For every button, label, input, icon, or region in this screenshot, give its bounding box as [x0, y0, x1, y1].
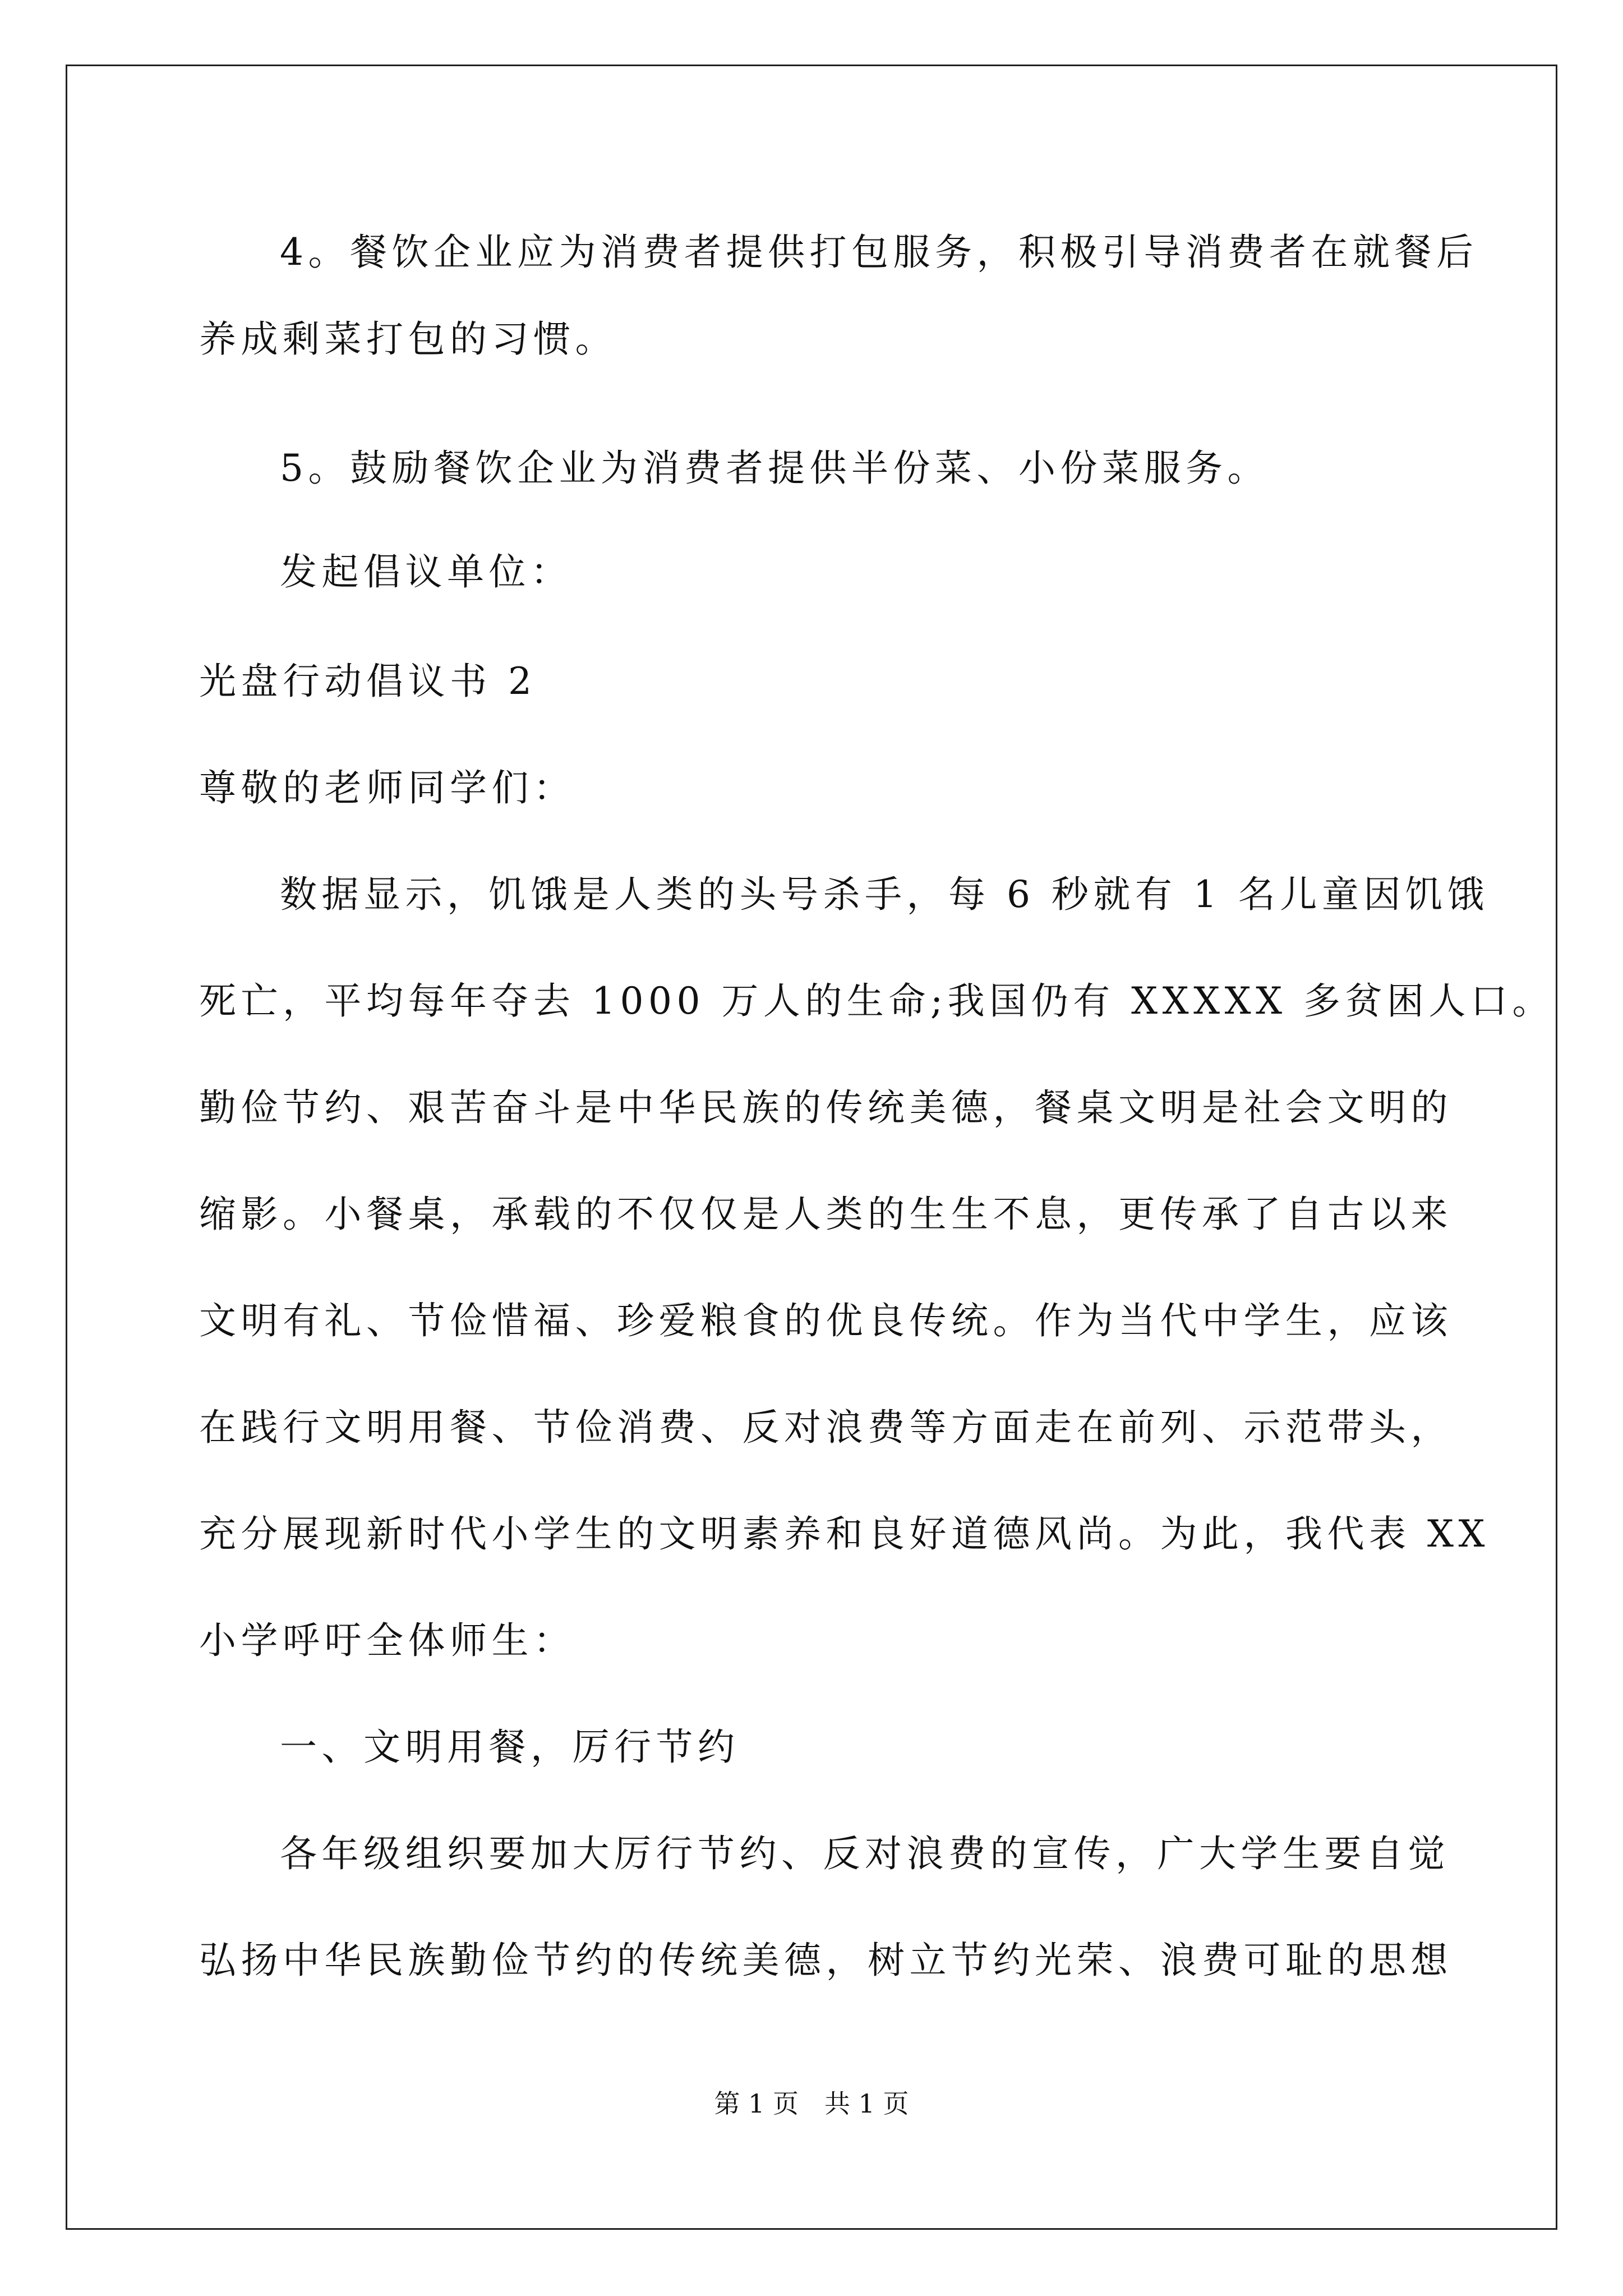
body-line-8: 小学呼吁全体师生： — [199, 1619, 575, 1662]
page-footer: 第 1 页 共 1 页 — [714, 2088, 909, 2119]
paragraph-5: 5。鼓励餐饮企业为消费者提供半份菜、小份菜服务。 — [280, 447, 1269, 490]
body-line-1: 数据显示，饥饿是人类的头号杀手，每 6 秒就有 1 名儿童因饥饿 — [280, 873, 1489, 916]
page-border — [66, 65, 1557, 2230]
paragraph-4-line-1: 4。餐饮企业应为消费者提供打包服务，积极引导消费者在就餐后 — [280, 231, 1478, 274]
body-line-6: 在践行文明用餐、节俭消费、反对浪费等方面走在前列、示范带头， — [199, 1406, 1453, 1449]
body-line-10: 弘扬中华民族勤俭节约的传统美德，树立节约光荣、浪费可耻的思想 — [199, 1939, 1453, 1982]
body-line-2: 死亡，平均每年夺去 1000 万人的生命;我国仍有 XXXXX 多贫困人口。 — [199, 979, 1555, 1023]
paragraph-4-line-2: 养成剩菜打包的习惯。 — [199, 318, 617, 361]
body-line-7: 充分展现新时代小学生的文明素养和良好道德风尚。为此，我代表 XX — [199, 1512, 1490, 1556]
section-title: 光盘行动倡议书 2 — [199, 660, 537, 703]
initiating-unit-label: 发起倡议单位： — [280, 550, 573, 593]
body-line-4: 缩影。小餐桌，承载的不仅仅是人类的生生不息，更传承了自古以来 — [199, 1193, 1453, 1236]
salutation: 尊敬的老师同学们： — [199, 766, 575, 809]
subheading-civilized-dining: 一、文明用餐，厉行节约 — [280, 1726, 740, 1769]
body-line-5: 文明有礼、节俭惜福、珍爱粮食的优良传统。作为当代中学生，应该 — [199, 1299, 1453, 1342]
body-line-9: 各年级组织要加大厉行节约、反对浪费的宣传，广大学生要自觉 — [280, 1832, 1450, 1875]
body-line-3: 勤俭节约、艰苦奋斗是中华民族的传统美德，餐桌文明是社会文明的 — [199, 1086, 1453, 1129]
